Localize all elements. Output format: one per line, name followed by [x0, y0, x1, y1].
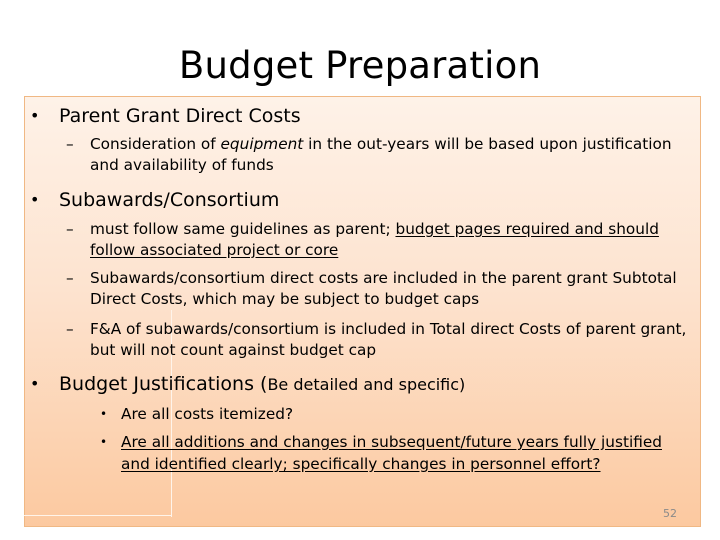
text-line2: but will not count against budget cap	[90, 341, 377, 359]
text-underlined-line2: follow associated project or core	[90, 241, 339, 259]
text-line1: Subawards/consortium direct costs are included in the parent grant Subtotal	[90, 269, 677, 287]
slide-number: 52	[663, 507, 677, 520]
dash-marker: –	[66, 269, 74, 287]
sub-bullet-text	[90, 134, 696, 176]
sub-bullet-text	[90, 268, 696, 310]
bullet-text-main: Budget Justifications (	[59, 373, 268, 395]
text-underlined: Are all additions and changes in subsequent/future years fully justified	[121, 433, 662, 451]
text-line1: F&A of subawards/consortium is included in Total direct Costs of parent grant,	[90, 320, 687, 338]
slide-title: Budget Preparation	[178, 44, 542, 87]
bullet-marker: •	[100, 407, 108, 421]
bullet-text: Subawards/Consortium	[59, 189, 280, 211]
sub-bullet-text: Are all costs itemized?	[121, 405, 294, 423]
sub-bullet-text	[90, 219, 696, 261]
bullet-marker: •	[100, 435, 108, 449]
bullet-text	[59, 372, 465, 397]
sub-bullet-text	[121, 431, 681, 475]
sub-bullet-text	[90, 319, 696, 361]
text-line2: and availability of funds	[90, 156, 274, 174]
dash-marker: –	[66, 220, 74, 238]
text-underlined: budget pages required and should	[395, 220, 659, 238]
bullet-text: Parent Grant Direct Costs	[59, 105, 301, 127]
dash-marker: –	[66, 135, 74, 153]
bullet-marker: •	[30, 190, 40, 209]
text-prefix: must follow same guidelines as parent;	[90, 220, 396, 238]
bullet-text-suffix: Be detailed and specific)	[267, 375, 466, 394]
bullet-marker: •	[30, 106, 40, 125]
text-prefix: Consideration of	[90, 135, 221, 153]
dash-marker: –	[66, 320, 74, 338]
text-underlined-line2: and identified clearly; specifically changes in personnel effort?	[121, 455, 601, 473]
text-line2: Direct Costs, which may be subject to budget caps	[90, 290, 480, 308]
text-italic: equipment	[220, 135, 304, 153]
text-suffix: in the out-years will be based upon justification	[303, 135, 672, 153]
bullet-marker: •	[30, 374, 40, 393]
